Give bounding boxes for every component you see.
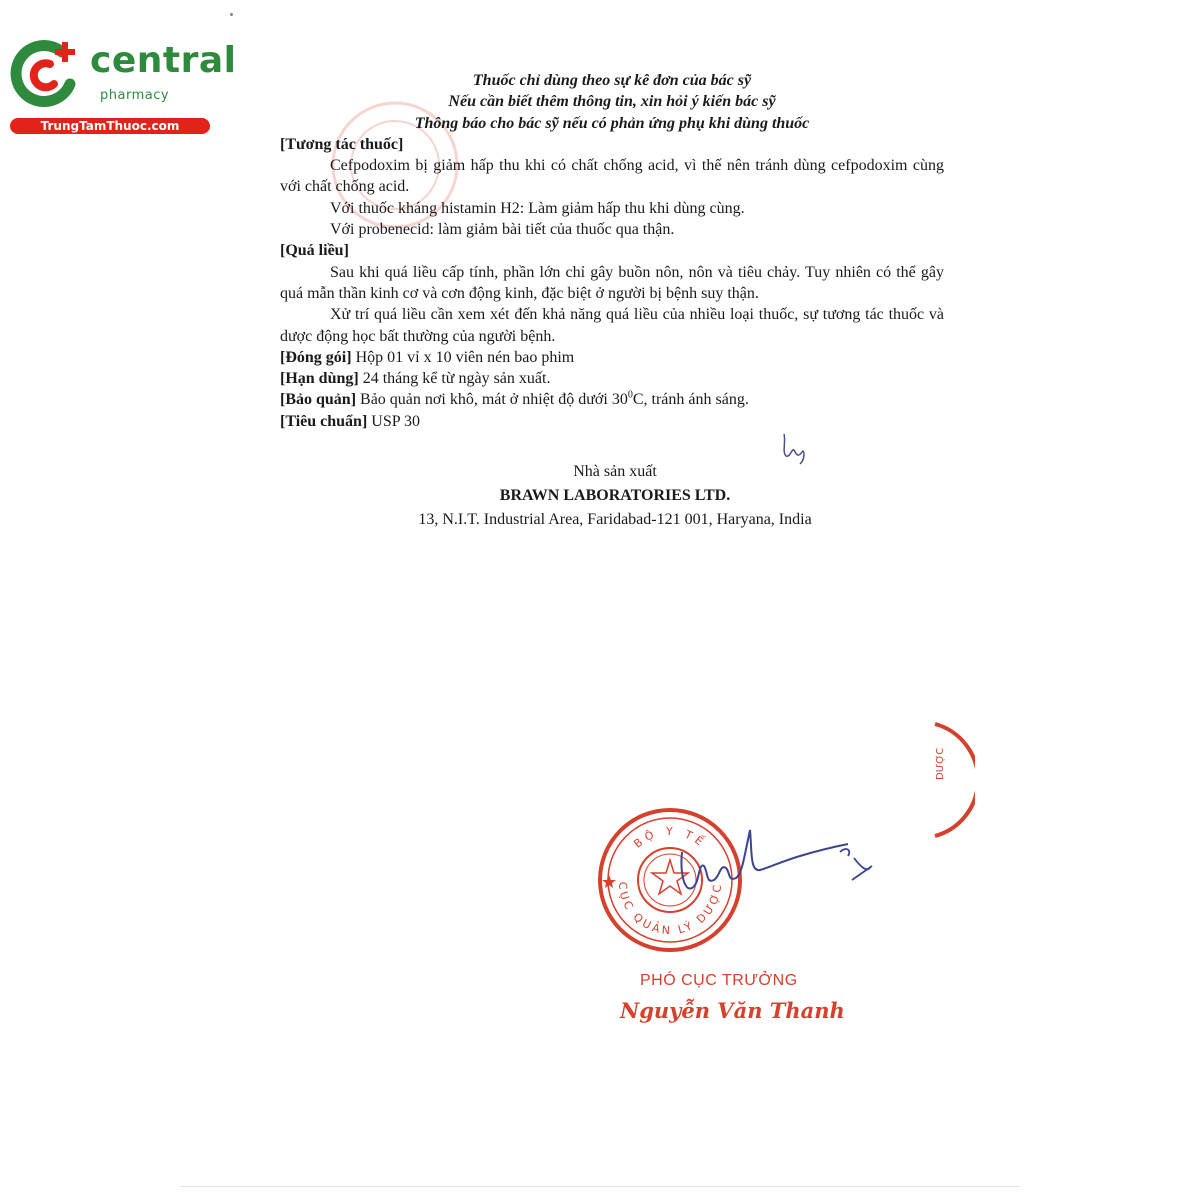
manufacturer-block	[330, 460, 900, 532]
standard-label: [Tiêu chuẩn]	[280, 412, 368, 430]
warning-line-1: Thuốc chỉ dùng theo sự kê đơn của bác sỹ	[472, 72, 752, 89]
logo-website[interactable]: TrungTamThuoc.com	[10, 118, 210, 134]
logo-mark-icon	[10, 38, 82, 110]
overdose-heading: [Quá liều]	[280, 242, 349, 260]
manufacturer-address: 13, N.I.T. Industrial Area, Faridabad-121 001, Haryana, India	[418, 511, 812, 528]
side-seal-text: DƯỢC	[935, 747, 946, 780]
packaging-value: Hộp 01 vỉ x 10 viên nén bao phim	[355, 348, 575, 366]
interactions-paragraph-1: Cefpodoxim bị giảm hấp thu khi có chất chống acid, vì thế nên tránh dùng cefpodoxim cùng với chất chống acid.	[280, 157, 944, 196]
approver-title: PHÓ CỤC TRƯỞNG	[640, 972, 798, 989]
packaging-label: [Đóng gói]	[280, 348, 352, 366]
logo-brand-name: central	[90, 40, 237, 81]
seal-bottom-text: CỤC QUẢN LÝ DƯỢC	[615, 881, 725, 938]
overdose-paragraph-2: Xử trí quá liều cần xem xét đến khả năng quá liều của nhiều loại thuốc, sự tương tác thuốc và dược động học bất thường của người bệnh.	[280, 306, 944, 345]
leaflet-body	[280, 70, 944, 432]
warning-line-2: Nếu cần biết thêm thông tin, xin hỏi ý kiến bác sỹ	[448, 93, 776, 111]
interactions-paragraph-3: Với probenecid: làm giảm bài tiết của thuốc qua thận.	[330, 221, 675, 239]
manufacturer-label: Nhà sản xuất	[573, 463, 657, 480]
logo-brand-sub: pharmacy	[100, 88, 170, 103]
shelf-life-label: [Hạn dùng]	[280, 370, 359, 388]
shelf-life-line	[280, 368, 944, 389]
degree-superscript: 0	[627, 390, 633, 402]
warning-line-3: Thông báo cho bác sỹ nếu có phản ứng phụ khi dùng thuốc	[414, 114, 810, 132]
page-bottom-divider	[180, 1186, 1020, 1187]
storage-line	[280, 389, 944, 410]
scan-speck	[230, 13, 233, 16]
storage-value-before: Bảo quản nơi khô, mát ở nhiệt độ dưới 30	[360, 391, 628, 409]
approver-name: Nguyễn Văn Thanh	[620, 998, 845, 1023]
seal-top-text: BỘ Y TẾ	[631, 824, 709, 851]
standard-line	[280, 411, 944, 432]
central-pharmacy-logo[interactable]	[10, 38, 237, 138]
partial-side-seal	[925, 720, 975, 840]
handwritten-signature	[670, 822, 880, 912]
manufacturer-company: BRAWN LABORATORIES LTD.	[499, 487, 731, 504]
interactions-heading: [Tương tác thuốc]	[280, 135, 404, 153]
interactions-paragraph-2: Với thuốc kháng histamin H2: Làm giảm hấp thu khi dùng cùng.	[330, 199, 745, 217]
standard-value: USP 30	[371, 412, 421, 430]
shelf-life-value: 24 tháng kể từ ngày sản xuất.	[362, 370, 551, 388]
storage-label: [Bảo quản]	[280, 391, 357, 409]
packaging-line	[280, 347, 944, 368]
storage-value	[360, 391, 749, 408]
overdose-paragraph-1: Sau khi quá liều cấp tính, phần lớn chỉ gây buồn nôn, nôn và tiêu chảy. Tuy nhiên có thể gây quá mẫn thần kinh cơ và cơn động kinh, đặc biệt ở người bị bệnh suy thận.	[280, 263, 944, 302]
storage-value-after: C, tránh ánh sáng.	[632, 391, 749, 409]
